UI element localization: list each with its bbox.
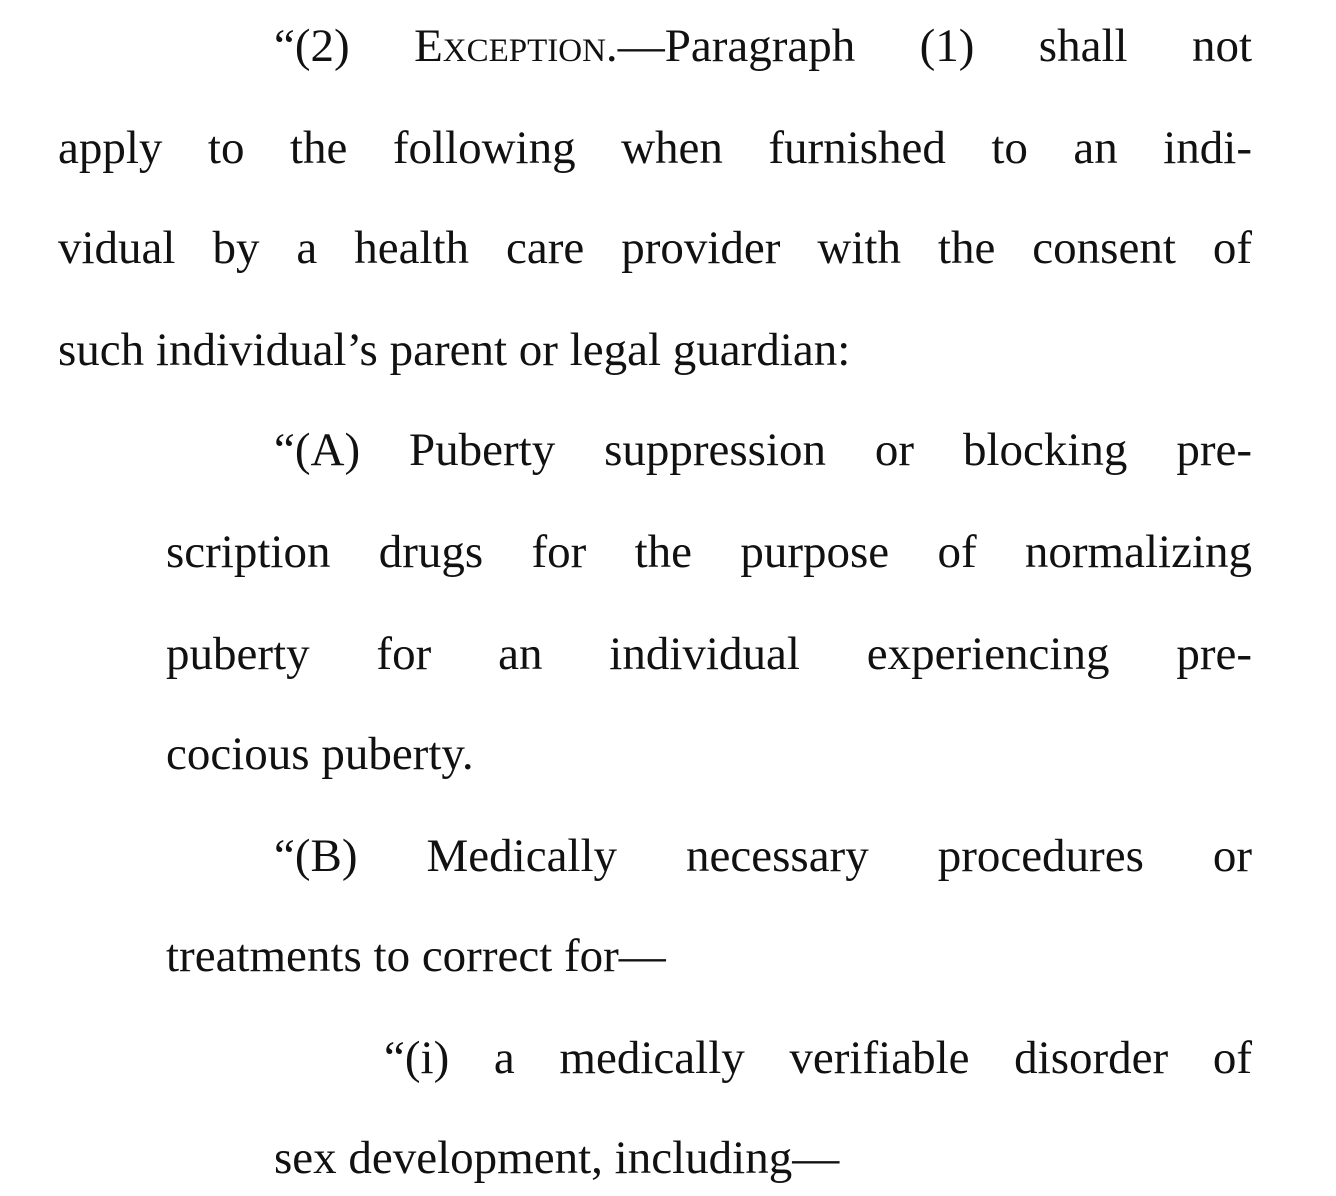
paragraph-2-marker: “(2) — [274, 20, 350, 72]
subparagraph-a-line-2: scription drugs for the purpose of normalizing — [166, 526, 1252, 578]
subparagraph-a-line-3: puberty for an individual experiencing pre- — [166, 628, 1252, 680]
subparagraph-a-line-4: cocious puberty. — [166, 728, 474, 780]
subparagraph-b-line-1: “(B) Medically necessary procedures or — [274, 830, 1252, 882]
subparagraph-a-line-1: “(A) Puberty suppression or blocking pre- — [274, 424, 1252, 476]
subparagraph-b-line-2: treatments to correct for— — [166, 930, 666, 982]
paragraph-2-text-start: —Paragraph (1) shall not — [617, 20, 1253, 72]
clause-i-line-2: sex development, including— — [274, 1132, 840, 1184]
paragraph-2-line-2: apply to the following when furnished to an indi- — [58, 122, 1252, 174]
paragraph-2-heading: Exception. — [414, 20, 618, 72]
paragraph-2-line-3: vidual by a health care provider with the consent of — [58, 222, 1252, 274]
paragraph-2-line-4: such individual’s parent or legal guardian: — [58, 324, 851, 376]
clause-i-line-1: “(i) a medically verifiable disorder of — [384, 1032, 1252, 1084]
paragraph-2-line-1 — [274, 16, 1252, 76]
